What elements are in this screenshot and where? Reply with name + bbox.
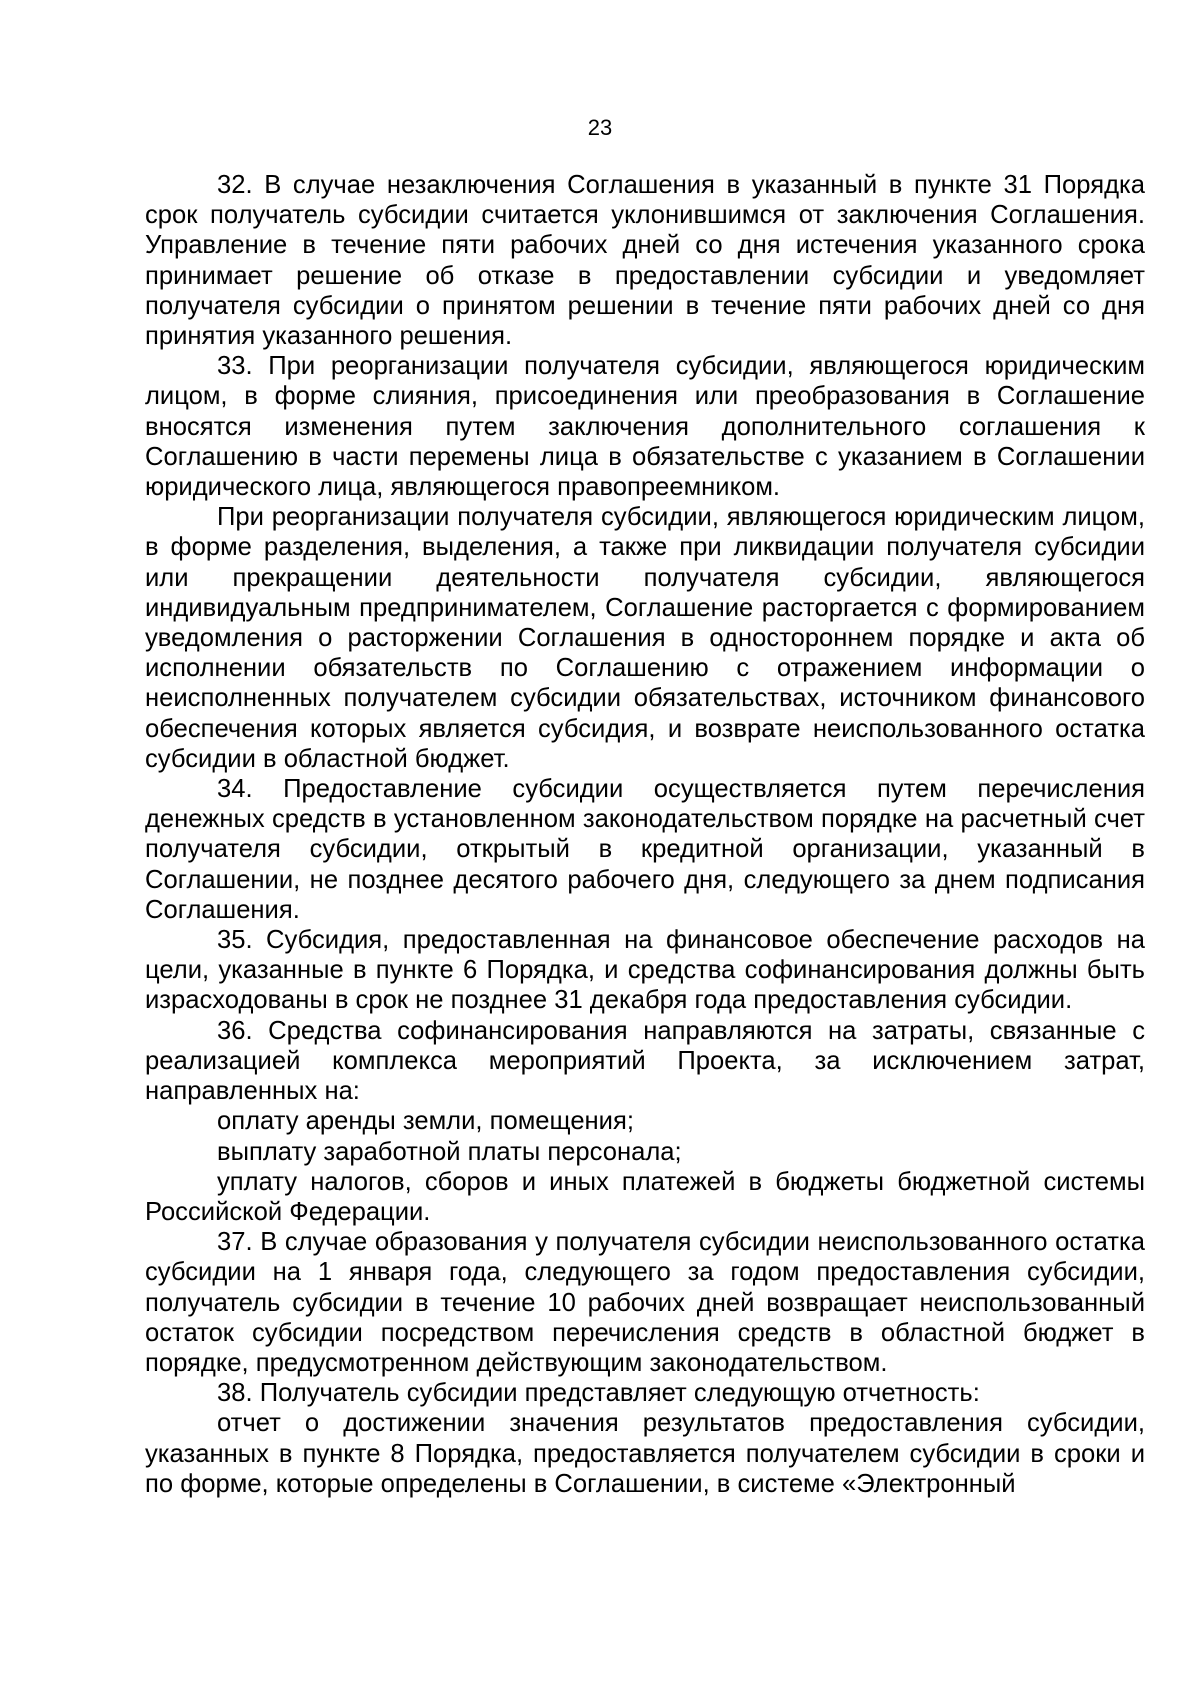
document-body [145, 170, 1145, 1499]
paragraph-38-report: отчет о достижении значения результатов предоставления субсидии, указанных в пункте 8 Порядка, предоставляется получателем субсидии в сроки и по форме, которые определены в Соглашении, в системе «Электронный [145, 1409, 1145, 1498]
paragraph-36-item-salary: выплату заработной платы персонала; [217, 1137, 682, 1166]
paragraph-36-item-rent: оплату аренды земли, помещения; [217, 1107, 634, 1136]
paragraph-35: 35. Субсидия, предоставленная на финансовое обеспечение расходов на цели, указанные в пункте 6 Порядка, и средства софинансирования должны быть израсходованы в срок не позднее 31 декабря года предоставления субсидии. [145, 926, 1145, 1015]
paragraph-36: 36. Средства софинансирования направляются на затраты, связанные с реализацией комплекса мероприятий Проекта, за исключением затрат, направленных на: [145, 1016, 1145, 1106]
paragraph-37: 37. В случае образования у получателя субсидии неиспользованного остатка субсидии на 1 января года, следующего за годом предоставления субсидии, получатель субсидии в течение 10 рабочих дней возвращает неиспользованный остаток субсидии посредством перечисления средств в областной бюджет в порядке, предусмотренном действующим законодательством. [145, 1228, 1145, 1377]
paragraph-33-continuation: При реорганизации получателя субсидии, являющегося юридическим лицом, в форме разделения, выделения, а также при ликвидации получателя субсидии или прекращении деятельности получателя субсидии, являющегося индивидуальным предпринимателем, Соглашение расторгается с формированием уведомления о расторжении Соглашения в одностороннем порядке и акта об исполнении обязательств по Соглашению с отражением информации о неисполненных получателем субсидии обязательствах, источником финансового обеспечения которых является субсидия, и возврате неиспользованного остатка субсидии в областной бюджет. [145, 503, 1145, 773]
paragraph-34: 34. Предоставление субсидии осуществляется путем перечисления денежных средств в установленном законодательством порядке на расчетный счет получателя субсидии, открытый в кредитной организации, указанный в Соглашении, не позднее десятого рабочего дня, следующего за днем подписания Соглашения. [145, 775, 1145, 924]
page-number: 23 [587, 115, 613, 140]
paragraph-32: 32. В случае незаключения Соглашения в указанный в пункте 31 Порядка срок получатель субсидии считается уклонившимся от заключения Соглашения. Управление в течение пяти рабочих дней со дня истечения указанного срока принимает решение об отказе в предоставлении субсидии и уведомляет получателя субсидии о принятом решении в течение пяти рабочих дней со дня принятия указанного решения. [145, 171, 1145, 351]
paragraph-38: 38. Получатель субсидии представляет следующую отчетность: [217, 1379, 980, 1408]
paragraph-33: 33. При реорганизации получателя субсидии, являющегося юридическим лицом, в форме слияния, присоединения или преобразования в Соглашение вносятся изменения путем заключения дополнительного соглашения к Соглашению в части перемены лица в обязательстве с указанием в Соглашении юридического лица, являющегося правопреемником. [145, 352, 1145, 502]
paragraph-36-item-taxes: уплату налогов, сборов и иных платежей в бюджеты бюджетной системы Российской Федерации. [145, 1167, 1145, 1226]
